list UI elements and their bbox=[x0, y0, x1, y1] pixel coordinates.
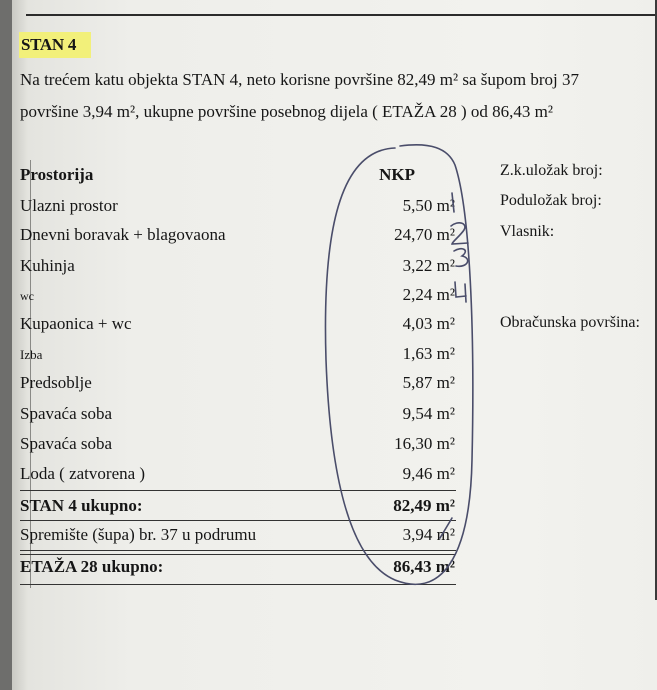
row-value: 5,50 m² bbox=[402, 196, 455, 215]
handwritten-number-4 bbox=[455, 282, 466, 302]
row-name: Dnevni boravak + blagovaona bbox=[20, 225, 226, 244]
handwritten-number-1 bbox=[452, 193, 454, 212]
handwritten-number-2 bbox=[451, 223, 468, 244]
row-value: 5,87 m² bbox=[402, 373, 455, 392]
total-label: ETAŽA 28 ukupno: bbox=[20, 557, 164, 576]
row-name: Loda ( zatvorena ) bbox=[20, 464, 146, 483]
subtotal-label: STAN 4 ukupno: bbox=[20, 496, 143, 515]
handwritten-slash bbox=[440, 518, 452, 538]
row-value: 9,46 m² bbox=[402, 464, 455, 483]
zk-ulozak-label: Z.k.uložak broj: bbox=[500, 162, 603, 179]
obracunska-label: Obračunska površina: bbox=[500, 314, 640, 331]
row-name: Ulazni prostor bbox=[20, 196, 118, 215]
storage-label: Spremište (šupa) br. 37 u podrumu bbox=[20, 525, 257, 544]
storage-value: 3,94 m² bbox=[402, 525, 455, 544]
row-name: Kupaonica + wc bbox=[20, 314, 132, 333]
total-value: 86,43 m² bbox=[393, 557, 455, 576]
handwritten-number-3 bbox=[454, 249, 468, 267]
row-name: wc bbox=[20, 289, 34, 303]
column-nkp-header: NKP bbox=[379, 165, 415, 184]
intro-line-1: Na trećem katu objekta STAN 4, neto korisne površine 82,49 m² sa šupom broj 37 bbox=[20, 70, 579, 89]
poduluzak-label: Poduložak broj: bbox=[500, 192, 602, 209]
row-name: Kuhinja bbox=[20, 256, 75, 275]
row-value: 2,24 m² bbox=[402, 285, 455, 304]
intro-line-2: površine 3,94 m², ukupne površine posebnog dijela ( ETAŽA 28 ) od 86,43 m² bbox=[20, 102, 553, 121]
row-name: Izba bbox=[20, 347, 43, 362]
row-value: 9,54 m² bbox=[402, 404, 455, 423]
page-title: STAN 4 bbox=[21, 35, 77, 54]
row-value: 4,03 m² bbox=[402, 314, 455, 333]
row-name: Spavaća soba bbox=[20, 434, 113, 453]
hand-drawn-ellipse bbox=[325, 145, 472, 585]
subtotal-value: 82,49 m² bbox=[393, 496, 455, 515]
row-name: Spavaća soba bbox=[20, 404, 113, 423]
row-value: 16,30 m² bbox=[394, 434, 455, 453]
row-value: 24,70 m² bbox=[394, 225, 455, 244]
column-room-header: Prostorija bbox=[20, 165, 94, 184]
row-name: Predsoblje bbox=[20, 373, 92, 392]
vlasnik-label: Vlasnik: bbox=[500, 223, 555, 240]
row-value: 1,63 m² bbox=[402, 344, 455, 363]
row-value: 3,22 m² bbox=[402, 256, 455, 275]
